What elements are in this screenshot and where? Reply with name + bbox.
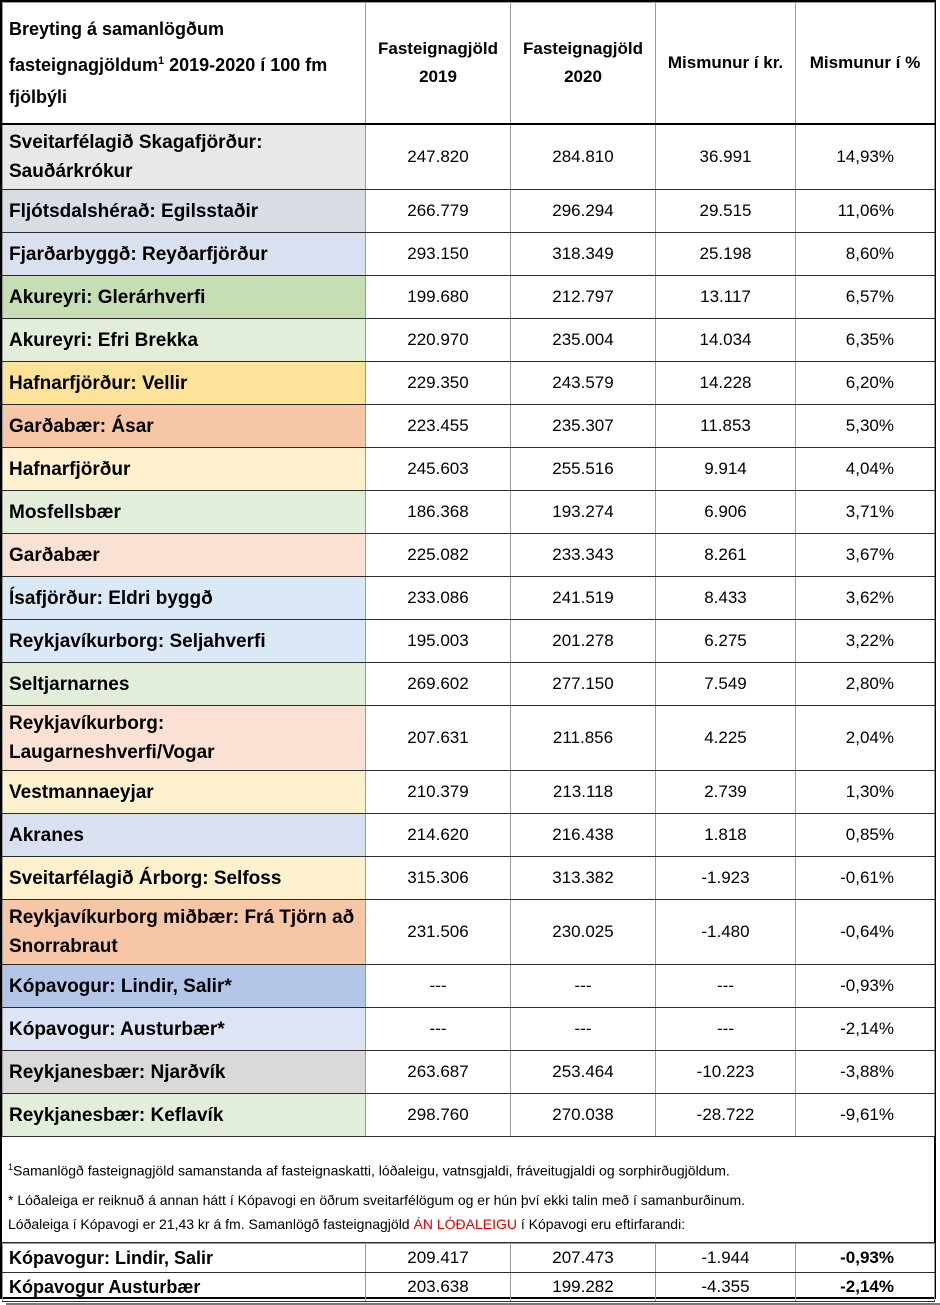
value-2020: 216.438 (511, 814, 656, 857)
difference-pct: 11,06% (796, 190, 935, 233)
difference-pct: 3,62% (796, 577, 935, 620)
value-2020: 235.307 (511, 405, 656, 448)
table-row (3, 448, 935, 491)
value-2019: 186.368 (366, 491, 511, 534)
value-2020: 233.343 (511, 534, 656, 577)
table-row (3, 362, 935, 405)
difference-pct: -2,14% (796, 1008, 935, 1051)
value-2019: 263.687 (366, 1051, 511, 1094)
table-row (3, 900, 935, 965)
municipality-name: Reykjavíkurborg: Seljahverfi (3, 620, 366, 663)
table-row (3, 319, 935, 362)
value-2019: 231.506 (366, 900, 511, 965)
value-2020: 255.516 (511, 448, 656, 491)
table-row (3, 491, 935, 534)
table-row (3, 276, 935, 319)
difference-kr: 9.914 (656, 448, 796, 491)
difference-pct: 2,80% (796, 663, 935, 706)
value-2019: 220.970 (366, 319, 511, 362)
value-2020: 211.856 (511, 706, 656, 771)
kopavogur-note-text-b: í Kópavogi eru eftirfarandi: (516, 1216, 686, 1232)
value-2020: 199.282 (511, 1273, 656, 1302)
table-row (3, 771, 935, 814)
municipality-name: Mosfellsbær (3, 491, 366, 534)
difference-kr: 6.275 (656, 620, 796, 663)
table-row (3, 857, 935, 900)
table-row (3, 965, 935, 1008)
value-2020: --- (511, 965, 656, 1008)
difference-kr: 36.991 (656, 124, 796, 190)
difference-kr: 7.549 (656, 663, 796, 706)
table-row (3, 577, 935, 620)
kopavogur-note-line1: * Lóðaleiga er reiknuð á annan hátt í Kópavogi en öðrum sveitarfélögum og er hún því ekki talin með í samanburðinum. (8, 1192, 745, 1208)
value-2020: 201.278 (511, 620, 656, 663)
kopavogur-note (2, 1188, 934, 1236)
difference-kr: 4.225 (656, 706, 796, 771)
difference-pct: -2,14% (796, 1273, 935, 1302)
value-2019: 225.082 (366, 534, 511, 577)
value-2019: 203.638 (366, 1273, 511, 1302)
difference-pct: -0,93% (796, 1244, 935, 1273)
difference-kr: 1.818 (656, 814, 796, 857)
difference-pct: 3,67% (796, 534, 935, 577)
value-2020: 207.473 (511, 1244, 656, 1273)
column-header-2020: Fasteignagjöld 2020 (511, 3, 656, 125)
municipality-name: Akureyri: Efri Brekka (3, 319, 366, 362)
difference-kr: -1.480 (656, 900, 796, 965)
column-header-diff-kr: Mismunur í kr. (656, 3, 796, 125)
difference-pct: 3,22% (796, 620, 935, 663)
municipality-name: Reykjanesbær: Njarðvík (3, 1051, 366, 1094)
difference-kr: 11.853 (656, 405, 796, 448)
municipality-name: Vestmannaeyjar (3, 771, 366, 814)
table-row (3, 706, 935, 771)
municipality-name: Reykjanesbær: Keflavík (3, 1094, 366, 1137)
table-row (3, 663, 935, 706)
table-title (3, 3, 366, 125)
municipality-name: Kópavogur: Austurbær* (3, 1008, 366, 1051)
value-2020: 284.810 (511, 124, 656, 190)
difference-kr: 2.739 (656, 771, 796, 814)
municipality-name: Garðabær (3, 534, 366, 577)
table-row (3, 124, 935, 190)
table-row (3, 534, 935, 577)
value-2019: 269.602 (366, 663, 511, 706)
footnote (2, 1150, 934, 1184)
value-2019: --- (366, 965, 511, 1008)
municipality-name: Hafnarfjörður: Vellir (3, 362, 366, 405)
municipality-name: Hafnarfjörður (3, 448, 366, 491)
table-row (3, 814, 935, 857)
table-row (3, 620, 935, 663)
value-2020: 296.294 (511, 190, 656, 233)
value-2020: 243.579 (511, 362, 656, 405)
difference-pct: -0,64% (796, 900, 935, 965)
kopavogur-note-line2 (8, 1212, 928, 1236)
difference-kr: -4.355 (656, 1273, 796, 1302)
table-row (3, 1094, 935, 1137)
column-header-2019: Fasteignagjöld 2019 (366, 3, 511, 125)
value-2019: 207.631 (366, 706, 511, 771)
municipality-name: Kópavogur: Lindir, Salir (3, 1244, 366, 1273)
table-row (3, 405, 935, 448)
difference-kr: 14.034 (656, 319, 796, 362)
difference-pct: 14,93% (796, 124, 935, 190)
table-row (3, 1051, 935, 1094)
value-2020: 270.038 (511, 1094, 656, 1137)
property-tax-table (2, 2, 935, 1137)
municipality-name: Fjarðarbyggð: Reyðarfjörður (3, 233, 366, 276)
value-2020: 193.274 (511, 491, 656, 534)
difference-kr: 14.228 (656, 362, 796, 405)
column-header-diff-pct: Mismunur í % (796, 3, 935, 125)
table-row (3, 1008, 935, 1051)
table-header-row (3, 3, 935, 125)
difference-pct: 6,20% (796, 362, 935, 405)
municipality-name: Kópavogur Austurbær (3, 1273, 366, 1302)
value-2020: 241.519 (511, 577, 656, 620)
footnote-text: Samanlögð fasteignagjöld samanstanda af fasteignaskatti, lóðaleigu, vatnsgjaldi, fráveitugjaldi og sorphirðugjöldum. (13, 1162, 730, 1179)
value-2019: 229.350 (366, 362, 511, 405)
value-2019: 195.003 (366, 620, 511, 663)
kopavogur-note-text-a: Lóðaleiga í Kópavogi er 21,43 kr á fm. Samanlögð fasteignagjöld (8, 1216, 414, 1232)
title-main: Breyting á samanlögðum fasteignagjöldum (9, 19, 225, 75)
difference-pct: -0,93% (796, 965, 935, 1008)
value-2019: 233.086 (366, 577, 511, 620)
value-2019: 315.306 (366, 857, 511, 900)
difference-kr: 8.433 (656, 577, 796, 620)
value-2019: 209.417 (366, 1244, 511, 1273)
difference-kr: 8.261 (656, 534, 796, 577)
difference-pct: 6,35% (796, 319, 935, 362)
difference-pct: 1,30% (796, 771, 935, 814)
table-row (3, 233, 935, 276)
table-row (3, 1244, 935, 1273)
difference-pct: 2,04% (796, 706, 935, 771)
municipality-name: Sveitarfélagið Árborg: Selfoss (3, 857, 366, 900)
value-2020: 213.118 (511, 771, 656, 814)
value-2020: 318.349 (511, 233, 656, 276)
difference-kr: 29.515 (656, 190, 796, 233)
difference-pct: -0,61% (796, 857, 935, 900)
difference-pct: -9,61% (796, 1094, 935, 1137)
value-2019: 223.455 (366, 405, 511, 448)
value-2020: 253.464 (511, 1051, 656, 1094)
value-2019: 293.150 (366, 233, 511, 276)
municipality-name: Akranes (3, 814, 366, 857)
difference-pct: 0,85% (796, 814, 935, 857)
difference-kr: -1.944 (656, 1244, 796, 1273)
value-2020: --- (511, 1008, 656, 1051)
difference-kr: 25.198 (656, 233, 796, 276)
difference-kr: -1.923 (656, 857, 796, 900)
value-2019: 247.820 (366, 124, 511, 190)
municipality-name: Akureyri: Glerárhverfi (3, 276, 366, 319)
value-2019: 266.779 (366, 190, 511, 233)
difference-kr: -10.223 (656, 1051, 796, 1094)
difference-kr: -28.722 (656, 1094, 796, 1137)
difference-pct: 4,04% (796, 448, 935, 491)
value-2019: 245.603 (366, 448, 511, 491)
value-2020: 230.025 (511, 900, 656, 965)
value-2019: 210.379 (366, 771, 511, 814)
difference-kr: --- (656, 1008, 796, 1051)
difference-pct: 5,30% (796, 405, 935, 448)
difference-kr: --- (656, 965, 796, 1008)
value-2020: 313.382 (511, 857, 656, 900)
title-rest: 2019-2020 í 100 fm fjölbýli (9, 55, 328, 107)
value-2020: 277.150 (511, 663, 656, 706)
value-2020: 235.004 (511, 319, 656, 362)
difference-pct: 3,71% (796, 491, 935, 534)
difference-pct: 6,57% (796, 276, 935, 319)
kopavogur-extra-table (2, 1243, 935, 1302)
value-2020: 212.797 (511, 276, 656, 319)
kopavogur-note-highlight: ÁN LÓÐALEIGU (413, 1216, 517, 1232)
value-2019: 214.620 (366, 814, 511, 857)
difference-pct: 8,60% (796, 233, 935, 276)
municipality-name: Ísafjörður: Eldri byggð (3, 577, 366, 620)
table-row (3, 190, 935, 233)
municipality-name: Fljótsdalshérað: Egilsstaðir (3, 190, 366, 233)
footnote-mark: 1 (8, 1162, 14, 1172)
municipality-name: Reykjavíkurborg miðbær: Frá Tjörn að Snorrabraut (3, 900, 366, 965)
table-row (3, 1273, 935, 1302)
difference-pct: -3,88% (796, 1051, 935, 1094)
value-2019: 199.680 (366, 276, 511, 319)
difference-kr: 6.906 (656, 491, 796, 534)
municipality-name: Garðabær: Ásar (3, 405, 366, 448)
value-2019: --- (366, 1008, 511, 1051)
difference-kr: 13.117 (656, 276, 796, 319)
municipality-name: Kópavogur: Lindir, Salir* (3, 965, 366, 1008)
municipality-name: Sveitarfélagið Skagafjörður: Sauðárkrókur (3, 124, 366, 190)
municipality-name: Seltjarnarnes (3, 663, 366, 706)
value-2019: 298.760 (366, 1094, 511, 1137)
title-footnote-mark: 1 (158, 55, 165, 67)
municipality-name: Reykjavíkurborg: Laugarneshverfi/Vogar (3, 706, 366, 771)
